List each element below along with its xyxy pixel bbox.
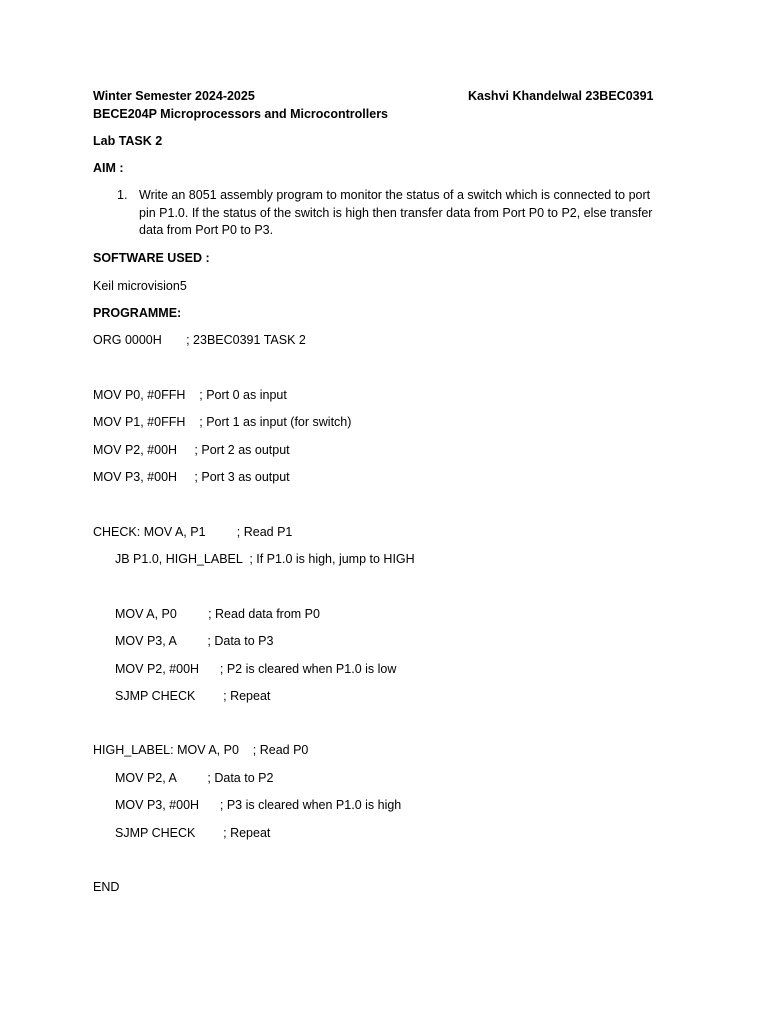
code-line: CHECK: MOV A, P1 ; Read P1 [93,525,293,539]
code-line: SJMP CHECK ; Repeat [115,689,271,703]
aim-list [93,187,663,240]
course-title: BECE204P Microprocessors and Microcontrollers [93,107,389,121]
code-line: JB P1.0, HIGH_LABEL ; If P1.0 is high, jump to HIGH [115,552,415,566]
code-line: MOV A, P0 ; Read data from P0 [115,607,320,621]
semester-heading: Winter Semester 2024-2025 [93,89,255,103]
aim-heading: AIM : [93,161,124,175]
code-line: MOV P0, #0FFH ; Port 0 as input [93,388,287,402]
code-line: MOV P2, A ; Data to P2 [115,771,274,785]
code-line: MOV P1, #0FFH ; Port 1 as input (for switch) [93,415,352,429]
aim-item-number: 1. [117,188,128,202]
programme-heading: PROGRAMME: [93,306,182,320]
code-line: SJMP CHECK ; Repeat [115,826,271,840]
code-line: MOV P3, A ; Data to P3 [115,634,274,648]
code-line: MOV P3, #00H ; Port 3 as output [93,470,290,484]
code-line: ORG 0000H ; 23BEC0391 TASK 2 [93,333,306,347]
aim-item-text: Write an 8051 assembly program to monitor the status of a switch which is connected to port pin P1.0. If the status of the switch is high then transfer data from Port P0 to P2, else transfer data from Port P0 to P3. [139,188,653,237]
code-line: MOV P2, #00H ; Port 2 as output [93,443,290,457]
software-name: Keil microvision5 [93,279,187,293]
aim-list-item [93,187,663,240]
code-line: HIGH_LABEL: MOV A, P0 ; Read P0 [93,743,309,757]
student-name-id: Kashvi Khandelwal 23BEC0391 [468,89,654,103]
code-line: END [93,880,120,894]
task-title: Lab TASK 2 [93,134,163,148]
software-heading: SOFTWARE USED : [93,251,210,265]
code-line: MOV P3, #00H ; P3 is cleared when P1.0 is high [115,798,402,812]
code-line: MOV P2, #00H ; P2 is cleared when P1.0 is low [115,662,397,676]
